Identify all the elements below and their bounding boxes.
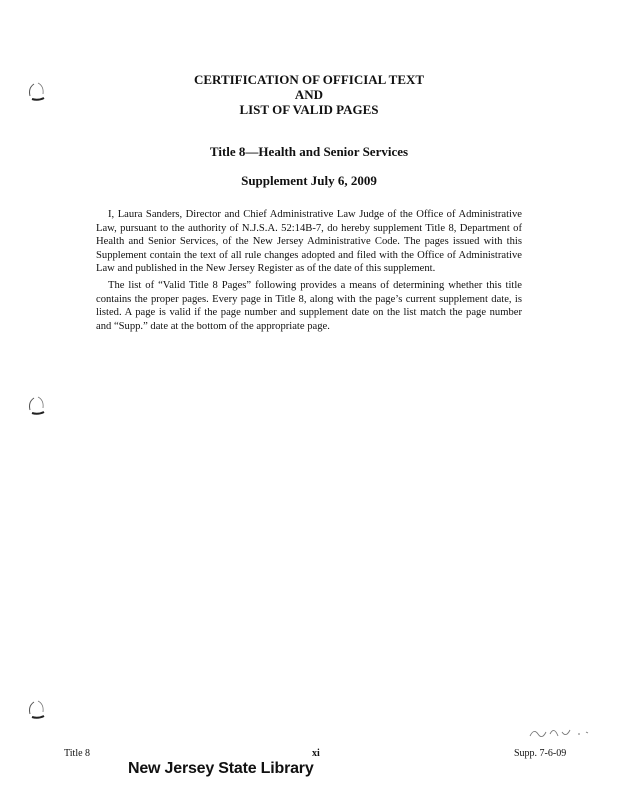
heading-line-2: AND [294, 87, 324, 102]
heading-line-3: LIST OF VALID PAGES [239, 102, 379, 117]
handwritten-mark-icon [526, 722, 592, 742]
library-stamp: New Jersey State Library [128, 760, 314, 777]
punch-hole-icon [24, 392, 48, 416]
paragraph-valid-pages: The list of “Valid Title 8 Pages” following provides a means of determining whether this title contains the proper pages. Every page in Title 8, along with the page’s current supplement date, is listed. A page is valid if the page number and supplement date on the list match the page number and “Supp.” date at the bottom of the appropriate page. [96, 280, 522, 332]
title-heading: Title 8—Health and Senior Services [209, 144, 409, 159]
footer-title: Title 8 [64, 748, 91, 759]
footer-supplement: Supp. 7-6-09 [514, 748, 567, 759]
footer-page-number: xi [312, 748, 320, 759]
punch-hole-icon [24, 696, 48, 720]
supplement-date: Supplement July 6, 2009 [241, 173, 377, 188]
certification-heading [0, 72, 618, 117]
paragraph-certification: I, Laura Sanders, Director and Chief Administrative Law Judge of the Office of Administrative Law, pursuant to the authority of N.J.S.A. 52:14B-7, do hereby supplement Title 8, Department of Health and Senior Services, of the New Jersey Administrative Code. The pages issued with this Supplement contain the text of all rule changes adopted and filed with the Office of Administrative Law and published in the New Jersey Register as of the date of this supplement. [96, 209, 522, 275]
heading-line-1: CERTIFICATION OF OFFICIAL TEXT [193, 72, 425, 87]
